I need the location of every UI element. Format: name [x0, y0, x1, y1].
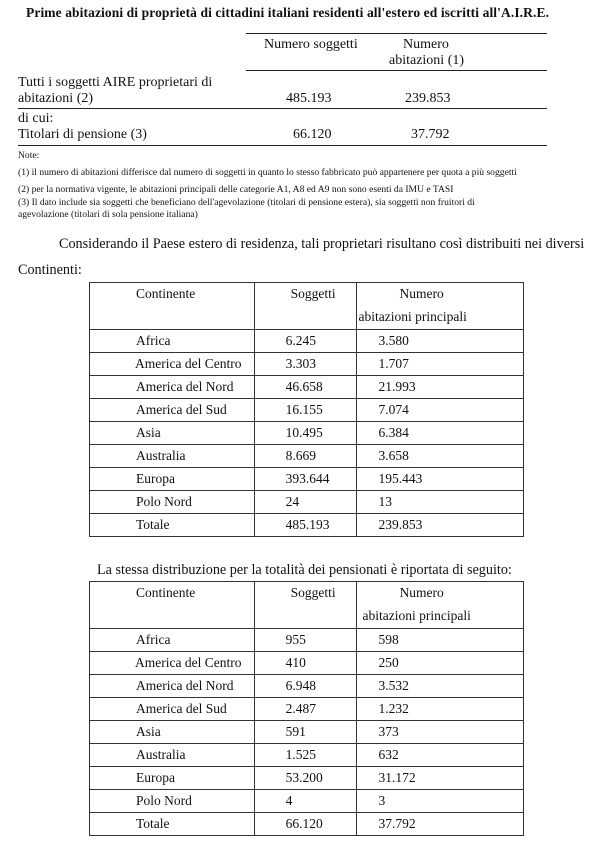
summary-row1-abitazioni: 239.853: [405, 91, 451, 106]
header-abitazioni-l2: abitazioni principali: [358, 309, 467, 324]
summary-row2-soggetti: 66.120: [293, 127, 332, 142]
cell-soggetti: 393.644: [254, 468, 357, 491]
cell-soggetti: 410: [254, 652, 357, 675]
cell-continente: Polo Nord: [90, 491, 255, 514]
cell-abitazioni: 632: [357, 744, 524, 767]
summary-row2-abitazioni: 37.792: [411, 127, 450, 142]
cell-continente: America del Sud: [90, 399, 255, 422]
summary-col-abitazioni-l1: Numero: [403, 37, 449, 52]
cell-abitazioni: 373: [357, 721, 524, 744]
cell-continente: Totale: [90, 813, 255, 836]
table-row: [90, 468, 524, 491]
cell-continente: Europa: [90, 468, 255, 491]
summary-row1-rule: [18, 108, 547, 109]
table-row: [90, 399, 524, 422]
cell-abitazioni: 598: [357, 629, 524, 652]
cell-continente: Polo Nord: [90, 790, 255, 813]
cell-abitazioni: 3.658: [357, 445, 524, 468]
paragraph-2: La stessa distribuzione per la totalità dei pensionati è riportata di seguito:: [97, 562, 512, 578]
cell-soggetti: 24: [254, 491, 357, 514]
cell-abitazioni: 6.384: [357, 422, 524, 445]
cell-continente: Asia: [90, 422, 255, 445]
cell-abitazioni: 3: [357, 790, 524, 813]
table-row: [90, 652, 524, 675]
paragraph-1-line2: Continenti:: [18, 262, 82, 278]
summary-header-rule: [246, 70, 547, 71]
table-row: [90, 376, 524, 399]
cell-soggetti: 46.658: [254, 376, 357, 399]
cell-soggetti: 3.303: [254, 353, 357, 376]
cell-abitazioni: 1.232: [357, 698, 524, 721]
header-abitazioni: [357, 283, 524, 330]
cell-continente: Africa: [90, 330, 255, 353]
cell-abitazioni: 37.792: [357, 813, 524, 836]
cell-continente: America del Centro: [90, 353, 255, 376]
header-abitazioni-l2: abitazioni principali: [362, 608, 471, 623]
paragraph-1-line1: Considerando il Paese estero di residenza, tali proprietari risultano così distribuiti nei diversi: [59, 236, 585, 252]
cell-soggetti: 955: [254, 629, 357, 652]
cell-continente: America del Centro: [90, 652, 255, 675]
table-pensionati-continenti: [89, 581, 524, 836]
cell-abitazioni: 31.172: [357, 767, 524, 790]
table-row: [90, 353, 524, 376]
cell-continente: Asia: [90, 721, 255, 744]
cell-abitazioni: 3.580: [357, 330, 524, 353]
summary-row1-label-l1: Tutti i soggetti AIRE proprietari di: [18, 75, 213, 90]
cell-soggetti: 6.948: [254, 675, 357, 698]
header-soggetti: Soggetti: [254, 283, 357, 330]
cell-continente: Australia: [90, 744, 255, 767]
header-abitazioni-l1: Numero: [399, 286, 444, 301]
cell-continente: America del Sud: [90, 698, 255, 721]
table-row: [90, 675, 524, 698]
table-row: [90, 698, 524, 721]
document-title: Prime abitazioni di proprietà di cittadini italiani residenti all'estero ed iscritti all'A.I.R.E.: [26, 5, 550, 20]
summary-col-abitazioni-l2: abitazioni (1): [389, 53, 465, 68]
cell-continente: Totale: [90, 514, 255, 537]
table-row: [90, 629, 524, 652]
cell-abitazioni: 1.707: [357, 353, 524, 376]
note-3-line1: (3) Il dato include sia soggetti che beneficiano dell'agevolazione (titolari di pensione estera), sia soggetti non fruitori di: [18, 197, 475, 208]
cell-continente: Africa: [90, 629, 255, 652]
cell-continente: Europa: [90, 767, 255, 790]
cell-soggetti: 1.525: [254, 744, 357, 767]
header-abitazioni: [357, 582, 524, 629]
header-soggetti: Soggetti: [254, 582, 357, 629]
header-continente: Continente: [90, 582, 255, 629]
header-abitazioni-l1: Numero: [399, 585, 444, 600]
cell-soggetti: 591: [254, 721, 357, 744]
cell-soggetti: 66.120: [254, 813, 357, 836]
cell-abitazioni: 13: [357, 491, 524, 514]
table-header-row: [90, 582, 524, 629]
cell-soggetti: 10.495: [254, 422, 357, 445]
cell-soggetti: 16.155: [254, 399, 357, 422]
notes-heading: Note:: [18, 150, 40, 161]
table-row: [90, 721, 524, 744]
cell-abitazioni: 195.443: [357, 468, 524, 491]
cell-abitazioni: 3.532: [357, 675, 524, 698]
note-3-line2: agevolazione (titolari di sola pensione italiana): [18, 209, 198, 220]
table-row: [90, 330, 524, 353]
summary-row2-label: Titolari di pensione (3): [18, 127, 147, 142]
cell-soggetti: 2.487: [254, 698, 357, 721]
table-total-row: [90, 813, 524, 836]
table-row: [90, 790, 524, 813]
table-row: [90, 744, 524, 767]
summary-bottom-rule: [18, 145, 547, 146]
cell-continente: America del Nord: [90, 675, 255, 698]
cell-soggetti: 6.245: [254, 330, 357, 353]
table-header-row: [90, 283, 524, 330]
note-2: (2) per la normativa vigente, le abitazioni principali delle categorie A1, A8 ed A9 non sono esenti da IMU e TASI: [18, 184, 454, 195]
table-row: [90, 491, 524, 514]
table-proprietari-continenti: [89, 282, 524, 537]
summary-row1-soggetti: 485.193: [286, 91, 332, 106]
cell-soggetti: 4: [254, 790, 357, 813]
cell-soggetti: 8.669: [254, 445, 357, 468]
note-1: (1) il numero di abitazioni differisce dal numero di soggetti in quanto lo stesso fabbricato può appartenere per quota a più soggetti: [18, 167, 517, 178]
table-row: [90, 422, 524, 445]
cell-soggetti: 53.200: [254, 767, 357, 790]
table-row: [90, 767, 524, 790]
summary-col-soggetti: Numero soggetti: [264, 37, 358, 52]
summary-top-rule: [246, 33, 547, 34]
cell-continente: Australia: [90, 445, 255, 468]
cell-soggetti: 485.193: [254, 514, 357, 537]
cell-abitazioni: 239.853: [357, 514, 524, 537]
cell-abitazioni: 250: [357, 652, 524, 675]
cell-abitazioni: 7.074: [357, 399, 524, 422]
cell-abitazioni: 21.993: [357, 376, 524, 399]
header-continente: Continente: [90, 283, 255, 330]
table-row: [90, 445, 524, 468]
summary-dicui: di cui:: [18, 111, 54, 126]
summary-row1-label-l2: abitazioni (2): [18, 91, 94, 106]
table-total-row: [90, 514, 524, 537]
cell-continente: America del Nord: [90, 376, 255, 399]
